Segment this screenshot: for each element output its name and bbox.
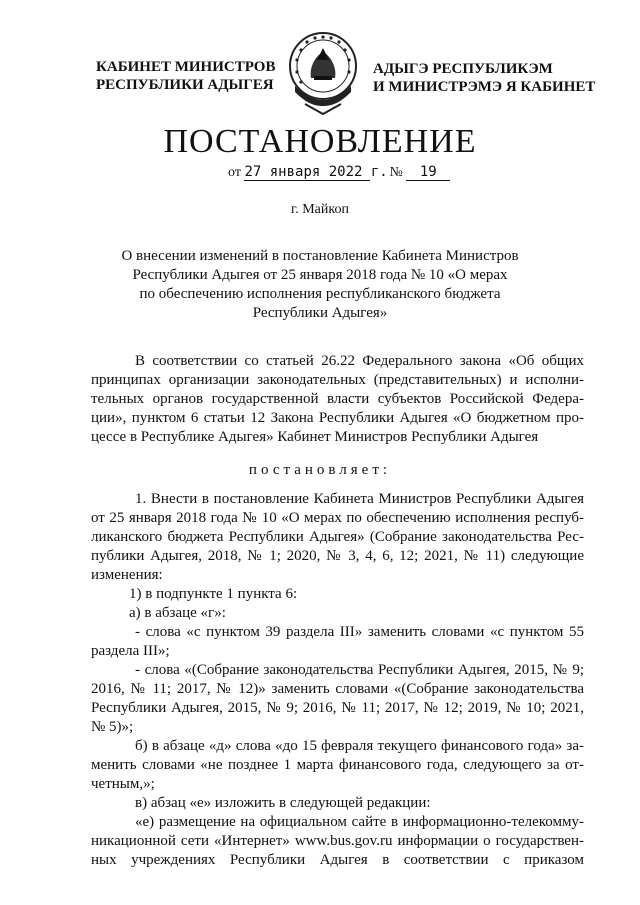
body-line: а) в абзаце «г»: <box>129 605 226 621</box>
city-line: г. Майкоп <box>291 202 349 217</box>
body-line: № 5)»; <box>91 719 134 735</box>
body-line: от 25 января 2018 года № 10 «О мерах по обеспечению исполнения респуб- <box>91 510 584 526</box>
decree-word: постановляет: <box>248 462 392 478</box>
issuer-name-russian-line-1: КАБИНЕТ МИНИСТРОВ <box>96 59 276 75</box>
body-line: никационной сети «Интернет» www.bus.gov.ru информации о государствен- <box>91 833 584 849</box>
body-line: 2016, № 11; 2017, № 12)» заменить словами «(Собрание законодательства <box>91 681 584 697</box>
issuer-name-adyghe-line-1: АДЫГЭ РЕСПУБЛИКЭМ <box>373 61 553 77</box>
body-line: ных учреждениях Республики Адыгея в соответствии с приказом <box>91 852 584 868</box>
body-line: в) абзац «е» изложить в следующей редакции: <box>135 795 431 811</box>
subject-line: Республики Адыгея» <box>252 305 388 321</box>
body-line: раздела III»; <box>91 643 170 659</box>
document-date: 27 января 2022 г. <box>244 164 388 180</box>
body-line: ликанского бюджета Республики Адыгея» (Собрание законодательства Рес- <box>91 529 584 545</box>
issuer-name-adyghe <box>373 60 595 96</box>
preamble-line: принципах организации законодательных (представительных) и исполни- <box>91 372 584 388</box>
preamble-line: В соответствии со статьей 26.22 Федерального закона «Об общих <box>135 353 584 369</box>
body-line: менить словами «не позднее 1 марта финансового года, следующего за от- <box>91 757 584 773</box>
subject-line: Республики Адыгея от 25 января 2018 года № 10 «О мерах <box>132 267 508 283</box>
subject-line: О внесении изменений в постановление Кабинета Министров <box>121 248 519 264</box>
body-line: - слова «(Собрание законодательства Республики Адыгея, 2015, № 9; <box>135 662 584 678</box>
date-number-line <box>228 164 450 181</box>
body-line: четным,»; <box>91 776 155 792</box>
document-number: 19 <box>406 164 450 181</box>
body-line: Республики Адыгея, 2015, № 9; 2016, № 11; 2017, № 12; 2019, № 10; 2021, <box>91 700 584 716</box>
body-line: б) в абзаце «д» слова «до 15 февраля текущего финансового года» за- <box>135 738 584 754</box>
preamble-line: тельных органов государственной власти субъектов Российской Федера- <box>91 391 584 407</box>
body-line: публики Адыгея, 2018, № 1; 2020, № 3, 4, 6, 12; 2021, № 11) следующие <box>91 548 584 564</box>
issuer-name-russian-line-2: РЕСПУБЛИКИ АДЫГЕЯ <box>96 77 274 93</box>
body-line: изменения: <box>91 567 163 583</box>
coat-of-arms-icon <box>287 30 359 116</box>
document-body <box>91 490 584 870</box>
document-subject <box>0 247 640 323</box>
body-line: 1) в подпункте 1 пункта 6: <box>129 586 298 602</box>
body-line: «е) размещение на официальном сайте в информационно-телекомму- <box>135 814 584 830</box>
preamble-line: ции», пунктом 6 статьи 12 Закона Республики Адыгея «О бюджетном про- <box>91 410 584 426</box>
body-line: 1. Внести в постановление Кабинета Министров Республики Адыгея <box>135 491 584 507</box>
document-title: ПОСТАНОВЛЕНИЕ <box>163 123 477 160</box>
issuer-name-adyghe-line-2: И МИНИСТРЭМЭ Я КАБИНЕТ <box>373 79 596 95</box>
date-prefix: от <box>228 165 241 180</box>
subject-line: по обеспечению исполнения республиканского бюджета <box>139 286 501 302</box>
body-line: - слова «с пунктом 39 раздела III» заменить словами «с пунктом 55 <box>135 624 584 640</box>
preamble-paragraph <box>91 352 584 447</box>
preamble-line: цессе в Республике Адыгея» Кабинет Министров Республики Адыгея <box>91 429 539 445</box>
issuer-name-russian <box>96 58 275 94</box>
number-label: № <box>389 165 403 180</box>
